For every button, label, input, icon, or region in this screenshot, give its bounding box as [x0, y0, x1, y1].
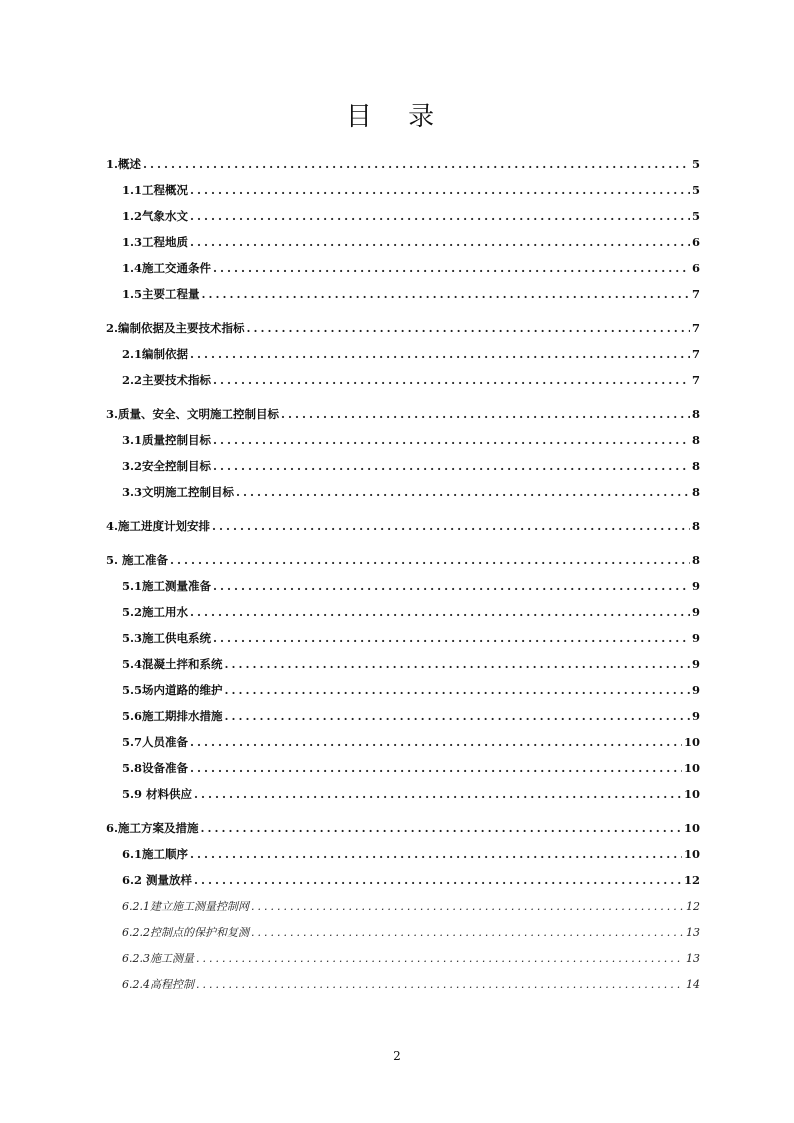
toc-entry-label: 1.3工程地质	[122, 235, 189, 249]
toc-entry-level-2[interactable]	[106, 260, 700, 286]
toc-entry-page: 5	[691, 209, 700, 223]
toc-entry-page: 12	[686, 900, 700, 913]
toc-entry-label: 5.8设备准备	[122, 761, 189, 775]
toc-entry-page: 5	[691, 183, 700, 197]
toc-leader-dots	[213, 373, 690, 387]
toc-entry-page: 8	[691, 459, 700, 473]
toc-leader-dots	[190, 605, 690, 619]
toc-entry-page: 10	[683, 847, 700, 861]
toc-entry-level-2[interactable]	[106, 346, 700, 372]
toc-entry-label: 6.2 测量放样	[122, 873, 193, 887]
toc-entry-label: 5.5场内道路的维护	[122, 683, 223, 697]
toc-entry-level-2[interactable]	[106, 286, 700, 312]
toc-entry-label: 1.5主要工程量	[122, 287, 200, 301]
toc-entry-level-2[interactable]	[106, 630, 700, 656]
toc-entry-level-2[interactable]	[106, 682, 700, 708]
toc-entry-level-2[interactable]	[106, 786, 700, 812]
toc-entry-page: 6	[691, 235, 700, 249]
toc-leader-dots	[196, 952, 684, 965]
toc-entry-page: 9	[691, 709, 700, 723]
toc-entry-label: 5.6施工期排水措施	[122, 709, 223, 723]
toc-leader-dots	[213, 631, 690, 645]
toc-entry-label: 1.2气象水文	[122, 209, 189, 223]
table-of-contents	[106, 156, 700, 1002]
toc-leader-dots	[281, 407, 690, 421]
toc-leader-dots	[190, 761, 682, 775]
toc-leader-dots	[190, 735, 682, 749]
toc-entry-level-2[interactable]	[106, 458, 700, 484]
toc-entry-page: 8	[691, 553, 700, 567]
toc-entry-page: 9	[691, 579, 700, 593]
toc-entry-level-2[interactable]	[106, 234, 700, 260]
toc-entry-label: 6.2.2控制点的保护和复测	[122, 926, 249, 939]
toc-entry-level-1[interactable]	[106, 820, 700, 846]
toc-leader-dots	[251, 926, 684, 939]
toc-entry-label: 4.施工进度计划安排	[106, 519, 211, 533]
toc-entry-page: 10	[683, 787, 700, 801]
toc-entry-level-2[interactable]	[106, 182, 700, 208]
toc-leader-dots	[212, 519, 690, 533]
toc-entry-level-2[interactable]	[106, 208, 700, 234]
toc-entry-level-2[interactable]	[106, 734, 700, 760]
toc-entry-page: 10	[683, 821, 700, 835]
toc-entry-page: 13	[686, 926, 700, 939]
toc-entry-label: 6.2.3施工测量	[122, 952, 194, 965]
toc-leader-dots	[213, 261, 690, 275]
toc-entry-page: 7	[691, 287, 700, 301]
toc-leader-dots	[251, 900, 684, 913]
toc-entry-page: 8	[691, 407, 700, 421]
toc-entry-page: 9	[691, 631, 700, 645]
toc-entry-page: 9	[691, 605, 700, 619]
toc-entry-page: 7	[691, 347, 700, 361]
toc-entry-level-2[interactable]	[106, 708, 700, 734]
toc-entry-level-2[interactable]	[106, 432, 700, 458]
toc-entry-label: 5. 施工准备	[106, 553, 169, 567]
toc-entry-level-2[interactable]	[106, 372, 700, 398]
toc-leader-dots	[190, 209, 690, 223]
toc-entry-page: 10	[683, 761, 700, 775]
toc-leader-dots	[213, 433, 690, 447]
toc-leader-dots	[202, 287, 690, 301]
toc-entry-page: 10	[683, 735, 700, 749]
toc-entry-page: 9	[691, 657, 700, 671]
toc-entry-page: 8	[691, 433, 700, 447]
toc-entry-level-2[interactable]	[106, 604, 700, 630]
toc-entry-level-2[interactable]	[106, 872, 700, 898]
toc-entry-page: 9	[691, 683, 700, 697]
toc-leader-dots	[190, 183, 690, 197]
toc-entry-label: 5.3施工供电系统	[122, 631, 212, 645]
toc-leader-dots	[201, 821, 682, 835]
toc-entry-page: 12	[683, 873, 700, 887]
toc-leader-dots	[236, 485, 690, 499]
toc-entry-label: 2.编制依据及主要技术指标	[106, 321, 245, 335]
page-number: 2	[393, 1049, 401, 1063]
toc-entry-label: 6.施工方案及措施	[106, 821, 199, 835]
toc-entry-label: 2.1编制依据	[122, 347, 189, 361]
toc-entry-label: 1.概述	[106, 157, 142, 171]
toc-entry-label: 5.7人员准备	[122, 735, 189, 749]
toc-leader-dots	[225, 657, 690, 671]
toc-entry-level-1[interactable]	[106, 406, 700, 432]
toc-entry-label: 6.2.4高程控制	[122, 978, 194, 991]
toc-entry-level-3[interactable]	[106, 950, 700, 976]
toc-entry-page: 8	[691, 485, 700, 499]
toc-leader-dots	[213, 459, 690, 473]
toc-entry-label: 1.1工程概况	[122, 183, 189, 197]
toc-entry-page: 6	[691, 261, 700, 275]
toc-leader-dots	[143, 157, 690, 171]
toc-entry-level-2[interactable]	[106, 656, 700, 682]
toc-leader-dots	[225, 683, 690, 697]
toc-entry-label: 5.9 材料供应	[122, 787, 193, 801]
toc-entry-label: 2.2主要技术指标	[122, 373, 212, 387]
toc-entry-level-2[interactable]	[106, 846, 700, 872]
toc-entry-label: 6.1施工顺序	[122, 847, 189, 861]
toc-entry-label: 3.1质量控制目标	[122, 433, 212, 447]
toc-entry-page: 14	[686, 978, 700, 991]
toc-entry-level-2[interactable]	[106, 578, 700, 604]
toc-entry-level-2[interactable]	[106, 760, 700, 786]
toc-entry-page: 7	[691, 373, 700, 387]
toc-entry-level-3[interactable]	[106, 898, 700, 924]
toc-entry-label: 5.4混凝土拌和系统	[122, 657, 223, 671]
toc-entry-label: 3.质量、安全、文明施工控制目标	[106, 407, 280, 421]
toc-entry-label: 5.1施工测量准备	[122, 579, 212, 593]
toc-leader-dots	[170, 553, 690, 567]
toc-entry-level-1[interactable]	[106, 518, 700, 544]
toc-entry-label: 5.2施工用水	[122, 605, 189, 619]
toc-leader-dots	[190, 847, 682, 861]
toc-entry-page: 5	[691, 157, 700, 171]
toc-entry-level-1[interactable]	[106, 156, 700, 182]
toc-entry-level-1[interactable]	[106, 552, 700, 578]
toc-leader-dots	[194, 873, 682, 887]
toc-leader-dots	[213, 579, 690, 593]
toc-entry-level-2[interactable]	[106, 484, 700, 510]
toc-entry-label: 3.3文明施工控制目标	[122, 485, 235, 499]
toc-entry-page: 13	[686, 952, 700, 965]
toc-entry-page: 7	[691, 321, 700, 335]
toc-leader-dots	[196, 978, 684, 991]
page-title: 目 录	[345, 102, 449, 132]
toc-entry-level-3[interactable]	[106, 976, 700, 1002]
toc-entry-level-3[interactable]	[106, 924, 700, 950]
toc-entry-label: 3.2安全控制目标	[122, 459, 212, 473]
toc-leader-dots	[225, 709, 690, 723]
toc-leader-dots	[194, 787, 682, 801]
toc-entry-page: 8	[691, 519, 700, 533]
toc-leader-dots	[190, 347, 690, 361]
toc-entry-label: 1.4施工交通条件	[122, 261, 212, 275]
toc-leader-dots	[190, 235, 690, 249]
toc-entry-label: 6.2.1建立施工测量控制网	[122, 900, 249, 913]
toc-entry-level-1[interactable]	[106, 320, 700, 346]
toc-leader-dots	[247, 321, 690, 335]
